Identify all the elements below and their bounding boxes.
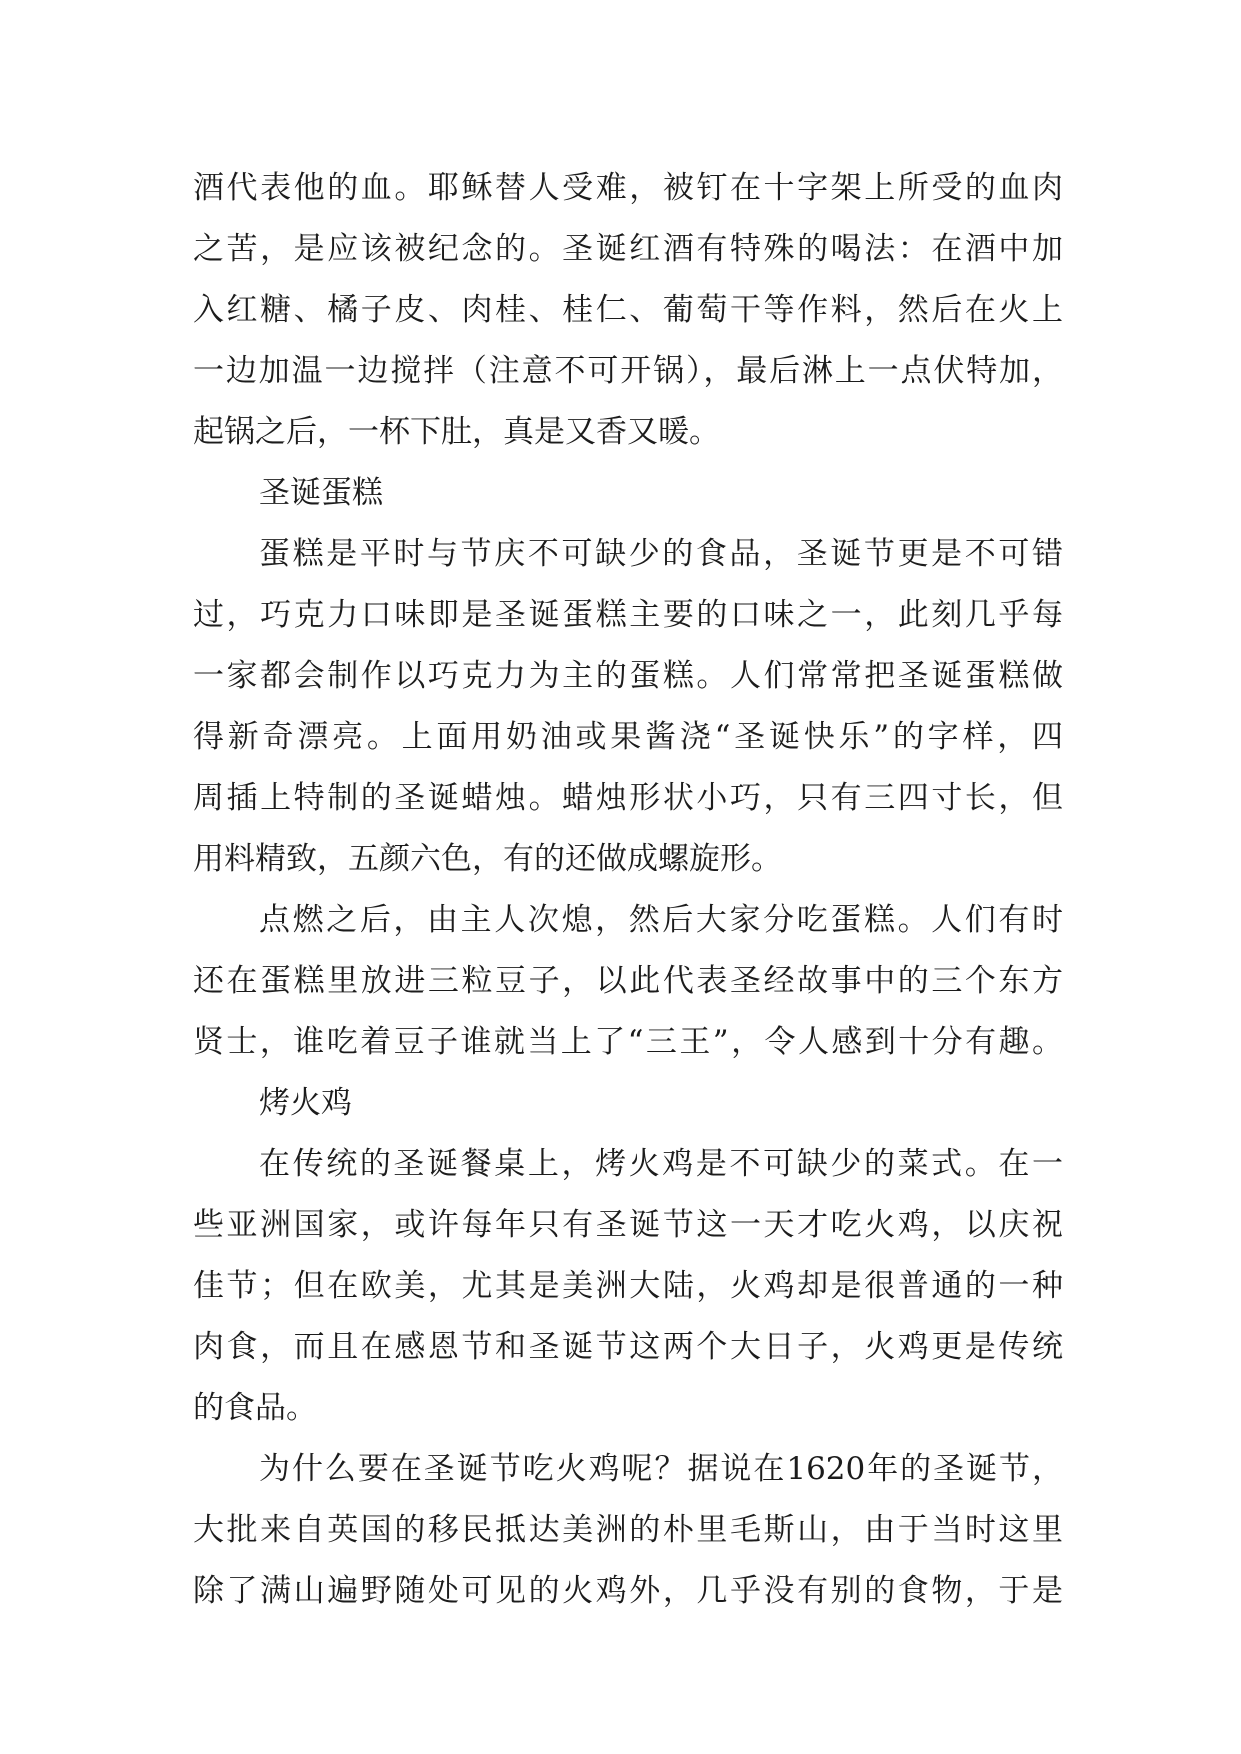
text-line: 一家都会制作以巧克力为主的蛋糕。人们常常把圣诞蛋糕做 <box>193 658 1063 694</box>
text-line: 除了满山遍野随处可见的火鸡外，几乎没有别的食物，于是 <box>193 1573 1063 1609</box>
text-line: 在传统的圣诞餐桌上，烤火鸡是不可缺少的菜式。在一 <box>259 1146 1063 1182</box>
section-heading: 烤火鸡 <box>259 1085 352 1121</box>
text-line: 为什么要在圣诞节吃火鸡呢？据说在1620年的圣诞节， <box>259 1451 1063 1487</box>
text-line: 还在蛋糕里放进三粒豆子，以此代表圣经故事中的三个东方 <box>193 963 1063 999</box>
text-line: 用料精致，五颜六色，有的还做成螺旋形。 <box>193 841 782 877</box>
text-line: 点燃之后，由主人次熄，然后大家分吃蛋糕。人们有时 <box>259 902 1063 938</box>
text-line: 周插上特制的圣诞蜡烛。蜡烛形状小巧，只有三四寸长，但 <box>193 780 1063 816</box>
text-line: 酒代表他的血。耶稣替人受难，被钉在十字架上所受的血肉 <box>193 170 1063 206</box>
paragraph-cake-1 <box>193 524 1063 890</box>
section-heading-cake <box>193 463 1063 524</box>
section-heading: 圣诞蛋糕 <box>259 475 383 511</box>
text-line: 起锅之后，一杯下肚，真是又香又暖。 <box>193 414 720 450</box>
section-heading-turkey <box>193 1073 1063 1134</box>
text-line: 一边加温一边搅拌（注意不可开锅），最后淋上一点伏特加， <box>193 353 1063 389</box>
text-line: 之苦，是应该被纪念的。圣诞红酒有特殊的喝法：在酒中加 <box>193 231 1063 267</box>
body-text <box>193 158 1063 1622</box>
text-line: 的食品。 <box>193 1390 317 1426</box>
text-line: 蛋糕是平时与节庆不可缺少的食品，圣诞节更是不可错 <box>259 536 1063 572</box>
text-line: 大批来自英国的移民抵达美洲的朴里毛斯山，由于当时这里 <box>193 1512 1063 1548</box>
paragraph-cake-2 <box>193 890 1063 1073</box>
text-line: 过，巧克力口味即是圣诞蛋糕主要的口味之一，此刻几乎每 <box>193 597 1063 633</box>
text-line: 贤士，谁吃着豆子谁就当上了“三王”，令人感到十分有趣。 <box>193 1024 1063 1060</box>
paragraph-turkey-2 <box>193 1439 1063 1622</box>
text-line: 得新奇漂亮。上面用奶油或果酱浇“圣诞快乐”的字样，四 <box>193 719 1063 755</box>
text-line: 些亚洲国家，或许每年只有圣诞节这一天才吃火鸡，以庆祝 <box>193 1207 1063 1243</box>
text-line: 佳节；但在欧美，尤其是美洲大陆，火鸡却是很普通的一种 <box>193 1268 1063 1304</box>
text-line: 肉食，而且在感恩节和圣诞节这两个大日子，火鸡更是传统 <box>193 1329 1063 1365</box>
paragraph-turkey-1 <box>193 1134 1063 1439</box>
paragraph-wine <box>193 158 1063 463</box>
text-line: 入红糖、橘子皮、肉桂、桂仁、葡萄干等作料，然后在火上 <box>193 292 1063 328</box>
